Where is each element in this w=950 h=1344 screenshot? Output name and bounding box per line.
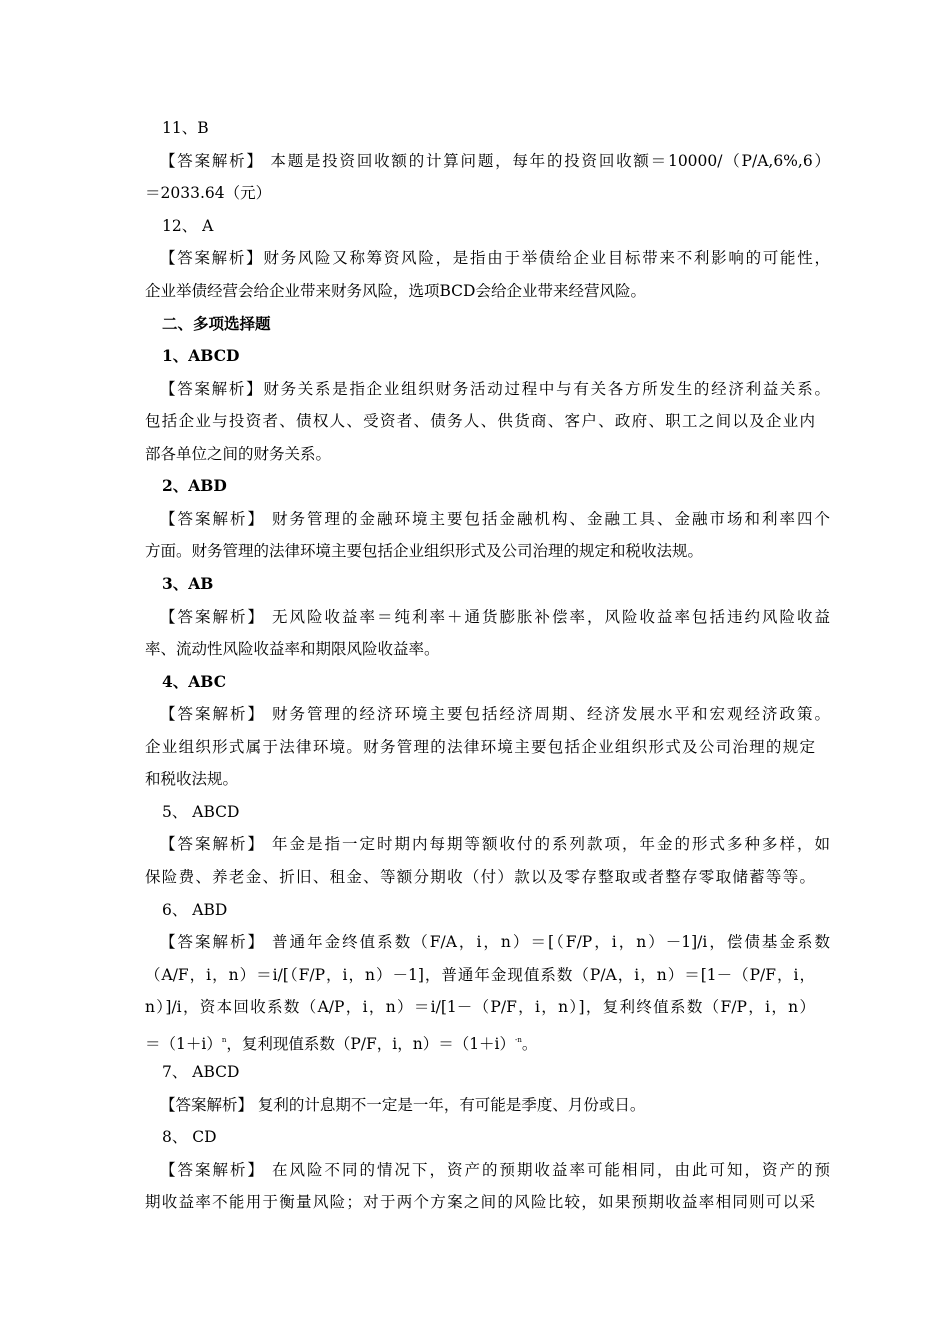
answer-m3: 3、AB	[162, 574, 214, 593]
explanation-12-line-1: 【答案解析】财务风险又称筹资风险，是指由于举债给企业目标带来不利影响的可能性，	[160, 249, 830, 267]
explanation-m8-line-2: 期收益率不能用于衡量风险；对于两个方案之间的风险比较，如果预期收益率相同则可以采	[145, 1193, 815, 1211]
explanation-11-line-1: 【答案解析】 本题是投资回收额的计算问题，每年的投资回收额＝10000/（P/A,6%,6）	[160, 152, 830, 170]
explanation-m6-line-1: 【答案解析】 普通年金终值系数（F/A，i，n）＝[（F/P，i，n）－1]/i，偿债基金系数	[160, 933, 830, 951]
formula-end: 。	[521, 1035, 538, 1053]
explanation-m1-line-2: 包括企业与投资者、债权人、受资者、债务人、供货商、客户、政府、职工之间以及企业内	[145, 412, 815, 430]
answer-m4: 4、ABC	[162, 672, 227, 691]
formula-part-2: ，复利现值系数（P/F，i，n）＝（1＋i）	[226, 1035, 516, 1053]
explanation-m6-line-4	[145, 1029, 815, 1055]
explanation-m3-line-1: 【答案解析】 无风险收益率＝纯利率＋通货膨胀补偿率，风险收益率包括违约风险收益	[160, 608, 830, 626]
answer-m2: 2、ABD	[162, 476, 227, 495]
answer-m6: 6、 ABD	[162, 901, 228, 919]
answer-m1: 1、ABCD	[162, 346, 240, 365]
explanation-m6-line-3: n）]/i，资本回收系数（A/P，i，n）＝i/[1－（P/F，i，n）]，复利终值系数（F/P，i，n）	[145, 998, 815, 1016]
explanation-m4-line-1: 【答案解析】 财务管理的经济环境主要包括经济周期、经济发展水平和宏观经济政策。	[160, 705, 830, 723]
superscript-n: n	[221, 1036, 227, 1044]
explanation-m7-line-1: 【答案解析】 复利的计息期不一定是一年，有可能是季度、月份或日。	[160, 1096, 646, 1114]
explanation-11-line-2: ＝2033.64（元）	[145, 184, 272, 202]
explanation-m4-line-2: 企业组织形式属于法律环境。财务管理的法律环境主要包括企业组织形式及公司治理的规定	[145, 738, 815, 756]
explanation-m3-line-2: 率、流动性风险收益率和期限风险收益率。	[145, 640, 440, 658]
explanation-m8-line-1: 【答案解析】 在风险不同的情况下，资产的预期收益率可能相同，由此可知，资产的预	[160, 1161, 830, 1179]
explanation-m6-line-2: （A/F，i，n）＝i/[（F/P，i，n）－1]，普通年金现值系数（P/A，i，n）＝[1－（P/F，i，	[145, 966, 815, 984]
superscript-minus-n: -n	[515, 1036, 522, 1044]
explanation-m5-line-2: 保险费、养老金、折旧、租金、等额分期收（付）款以及零存整取或者整存零取储蓄等等。	[145, 868, 815, 886]
section-heading-multiple-choice: 二、多项选择题	[162, 314, 271, 333]
answer-12: 12、 A	[162, 217, 214, 235]
explanation-m2-line-2: 方面。财务管理的法律环境主要包括企业组织形式及公司治理的规定和税收法规。	[145, 542, 704, 560]
explanation-m1-line-1: 【答案解析】财务关系是指企业组织财务活动过程中与有关各方所发生的经济利益关系。	[160, 380, 830, 398]
explanation-m4-line-3: 和税收法规。	[145, 770, 239, 788]
explanation-m2-line-1: 【答案解析】 财务管理的金融环境主要包括金融机构、金融工具、金融市场和利率四个	[160, 510, 830, 528]
explanation-m5-line-1: 【答案解析】 年金是指一定时期内每期等额收付的系列款项，年金的形式多种多样，如	[160, 835, 830, 853]
answer-m5: 5、 ABCD	[162, 803, 240, 821]
explanation-12-line-2: 企业举债经营会给企业带来财务风险，选项BCD会给企业带来经营风险。	[145, 282, 646, 300]
answer-11: 11、B	[162, 119, 209, 137]
answer-m7: 7、 ABCD	[162, 1063, 240, 1081]
explanation-m1-line-3: 部各单位之间的财务关系。	[145, 445, 332, 463]
formula-part-1: ＝（1＋i）	[145, 1035, 222, 1053]
answer-m8: 8、 CD	[162, 1128, 217, 1146]
